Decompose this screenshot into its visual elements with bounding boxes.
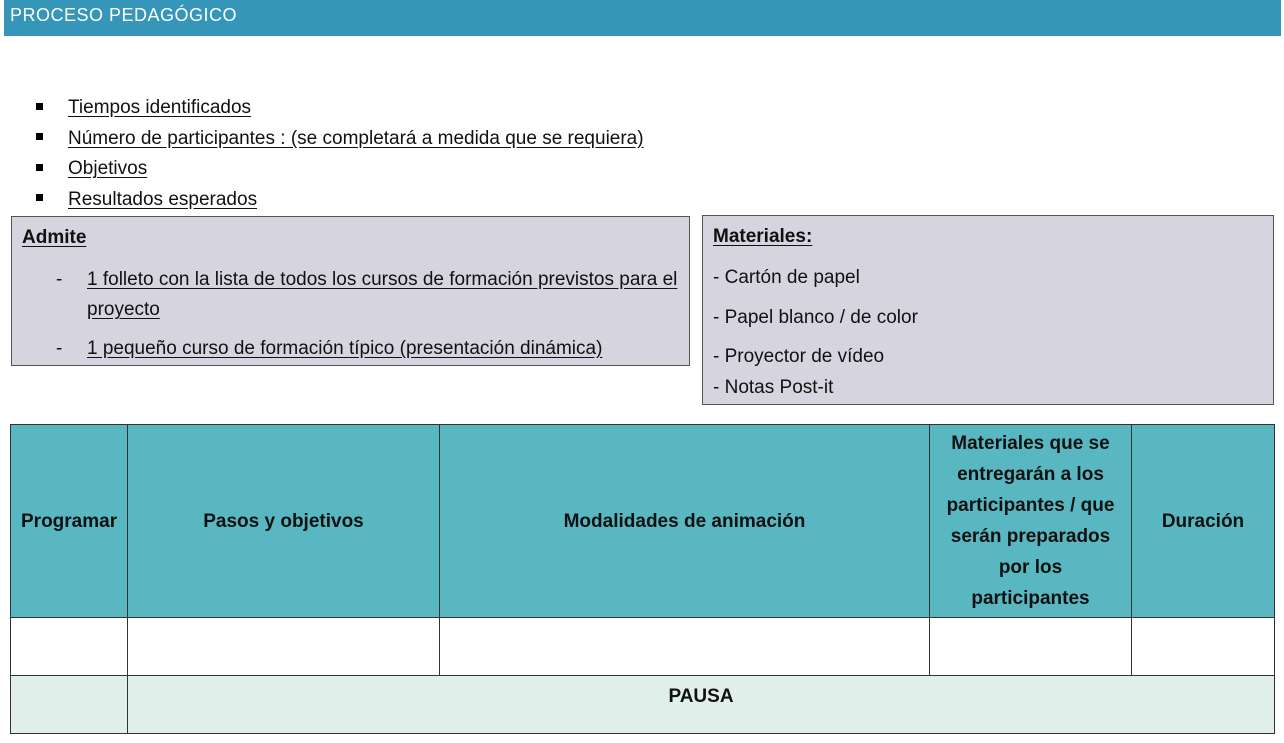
- admite-item-text: 1 folleto con la lista de todos los cursos de formación previstos para el proyecto: [87, 269, 678, 320]
- admite-item: [56, 334, 686, 364]
- bullet-text: Tiempos identificados: [68, 97, 252, 119]
- section-title: PROCESO PEDAGÓGICO: [10, 5, 238, 25]
- table-cell[interactable]: [930, 618, 1132, 676]
- bullet-text: Resultados esperados: [68, 188, 258, 210]
- admite-item: [56, 265, 686, 325]
- table-cell[interactable]: [11, 676, 128, 734]
- materiales-item: - Papel blanco / de color: [713, 307, 918, 328]
- materiales-box: [702, 215, 1274, 405]
- admite-title: Admite: [22, 227, 87, 248]
- square-bullet-icon: [36, 194, 43, 201]
- bullet-list: [36, 93, 644, 215]
- square-bullet-icon: [36, 133, 43, 140]
- table-cell[interactable]: [440, 618, 930, 676]
- bullet-text: Número de participantes : (se completará a medida que se requiera): [68, 127, 644, 149]
- bullet-text: Objetivos: [68, 158, 148, 180]
- col-header-materiales: Materiales que se entregarán a los participantes / que serán preparados por los participantes: [930, 425, 1132, 618]
- table-cell[interactable]: [128, 618, 440, 676]
- materiales-title: Materiales:: [713, 226, 813, 247]
- bullet-item: [36, 93, 644, 124]
- table-cell[interactable]: [1132, 618, 1275, 676]
- col-header-pasos: Pasos y objetivos: [128, 425, 440, 618]
- pause-label: PAUSA: [128, 676, 1275, 734]
- session-plan-table: [10, 424, 1275, 734]
- table-row: [11, 618, 1275, 676]
- dash-bullet-icon: -: [56, 338, 63, 359]
- col-header-modalidades: Modalidades de animación: [440, 425, 930, 618]
- bullet-item: [36, 124, 644, 155]
- materiales-item: - Notas Post-it: [713, 377, 834, 398]
- materiales-item: - Cartón de papel: [713, 267, 860, 288]
- admite-box: [11, 216, 690, 366]
- materiales-item: - Proyector de vídeo: [713, 346, 885, 367]
- square-bullet-icon: [36, 103, 43, 110]
- table-cell[interactable]: [11, 618, 128, 676]
- pause-row: [11, 676, 1275, 734]
- dash-bullet-icon: -: [56, 269, 63, 290]
- bullet-item: [36, 185, 644, 216]
- table-header-row: [11, 425, 1275, 618]
- square-bullet-icon: [36, 164, 43, 171]
- admite-item-text: 1 pequeño curso de formación típico (presentación dinámica): [87, 338, 603, 359]
- bullet-item: [36, 154, 644, 185]
- col-header-programar: Programar: [11, 425, 128, 618]
- section-header: [4, 0, 1281, 36]
- col-header-duracion: Duración: [1132, 425, 1275, 618]
